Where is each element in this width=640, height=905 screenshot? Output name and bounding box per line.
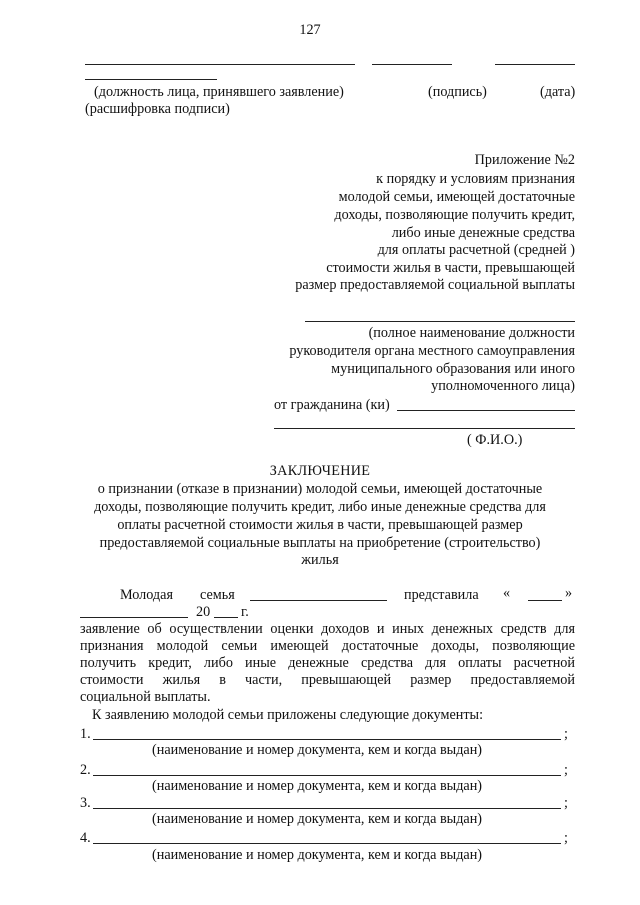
document-caption: (наименование и номер документа, кем и когда выдан) [152, 742, 483, 758]
appendix-line: доходы, позволяющие получить кредит, [334, 207, 575, 223]
family-name-line [250, 600, 387, 601]
day-line [528, 600, 562, 601]
document-line [93, 739, 561, 740]
conclusion-subtitle: доходы, позволяющие получить кредит, либо иные денежные средства для [94, 499, 546, 515]
year-line [214, 617, 238, 618]
conclusion-subtitle: жилья [301, 552, 339, 568]
paragraph-line: признания молодой семьи имеющей достаточные доходы, позволяющие [80, 638, 575, 654]
document-end: ; [564, 762, 568, 778]
appendix-line: либо иные денежные средства [391, 225, 575, 241]
page-number: 127 [299, 22, 321, 38]
document-line [93, 843, 561, 844]
quote-open: « [503, 585, 511, 601]
month-line [80, 617, 188, 618]
citizen-name-line [397, 410, 575, 411]
document-end: ; [564, 795, 568, 811]
citizen-name-line-2 [274, 428, 575, 429]
addressee-line-text: муниципального образования или иного [331, 361, 575, 377]
date-line [495, 64, 575, 65]
fio-label: ( Ф.И.О.) [467, 432, 523, 448]
paragraph-line: получить кредит, либо иные денежные средства для оплаты расчетной [80, 655, 575, 671]
position-label: (должность лица, принявшего заявление) [94, 84, 344, 100]
document-line [93, 808, 561, 809]
conclusion-title: ЗАКЛЮЧЕНИЕ [269, 463, 371, 479]
family-word: Молодая [120, 587, 173, 603]
addressee-line-text: уполномоченного лица) [431, 378, 575, 394]
conclusion-subtitle: предоставляемой социальные выплаты на приобретение (строительство) [99, 535, 541, 551]
appendix-line: размер предоставляемой социальной выплаты [295, 277, 575, 293]
appendix-title: Приложение №2 [474, 152, 575, 168]
document-number: 1. [80, 726, 91, 742]
document-caption: (наименование и номер документа, кем и когда выдан) [152, 811, 483, 827]
attached-intro: К заявлению молодой семьи приложены следующие документы: [92, 707, 484, 723]
document-caption: (наименование и номер документа, кем и когда выдан) [152, 778, 483, 794]
paragraph-last-line: социальной выплаты. [80, 689, 211, 705]
addressee-line [305, 321, 575, 322]
year-suffix: г. [241, 604, 249, 620]
family-word: семья [200, 587, 235, 603]
position-line [85, 64, 355, 65]
document-end: ; [564, 830, 568, 846]
decoding-label: (расшифровка подписи) [85, 101, 230, 117]
signature-label: (подпись) [428, 84, 487, 100]
year-prefix: 20 [196, 604, 211, 620]
decoding-line [85, 79, 217, 80]
presented-word: представила [404, 587, 479, 603]
appendix-line: молодой семьи, имеющей достаточные [338, 189, 575, 205]
appendix-line: стоимости жилья в части, превышающей [326, 260, 575, 276]
document-line [93, 775, 561, 776]
signature-line [372, 64, 452, 65]
addressee-line-text: (полное наименование должности [368, 325, 575, 341]
conclusion-subtitle: оплаты расчетной стоимости жилья в части, превышающей размер [117, 517, 523, 533]
appendix-line: для оплаты расчетной (средней ) [377, 242, 575, 258]
document-end: ; [564, 726, 568, 742]
quote-close: » [565, 585, 573, 601]
document-number: 2. [80, 762, 91, 778]
appendix-line: к порядку и условиям признания [376, 171, 575, 187]
conclusion-subtitle: о признании (отказе в признании) молодой семьи, имеющей достаточные [97, 481, 543, 497]
document-number: 4. [80, 830, 91, 846]
paragraph-line: заявление об осуществлении оценки доходов и иных денежных средств для [80, 621, 575, 637]
date-label: (дата) [540, 84, 576, 100]
document-caption: (наименование и номер документа, кем и когда выдан) [152, 847, 483, 863]
paragraph-line: стоимости жилья в части, превышающей размер предоставляемой [80, 672, 575, 688]
from-citizen-label: от гражданина (ки) [274, 397, 390, 413]
addressee-line-text: руководителя органа местного самоуправления [289, 343, 575, 359]
document-number: 3. [80, 795, 91, 811]
